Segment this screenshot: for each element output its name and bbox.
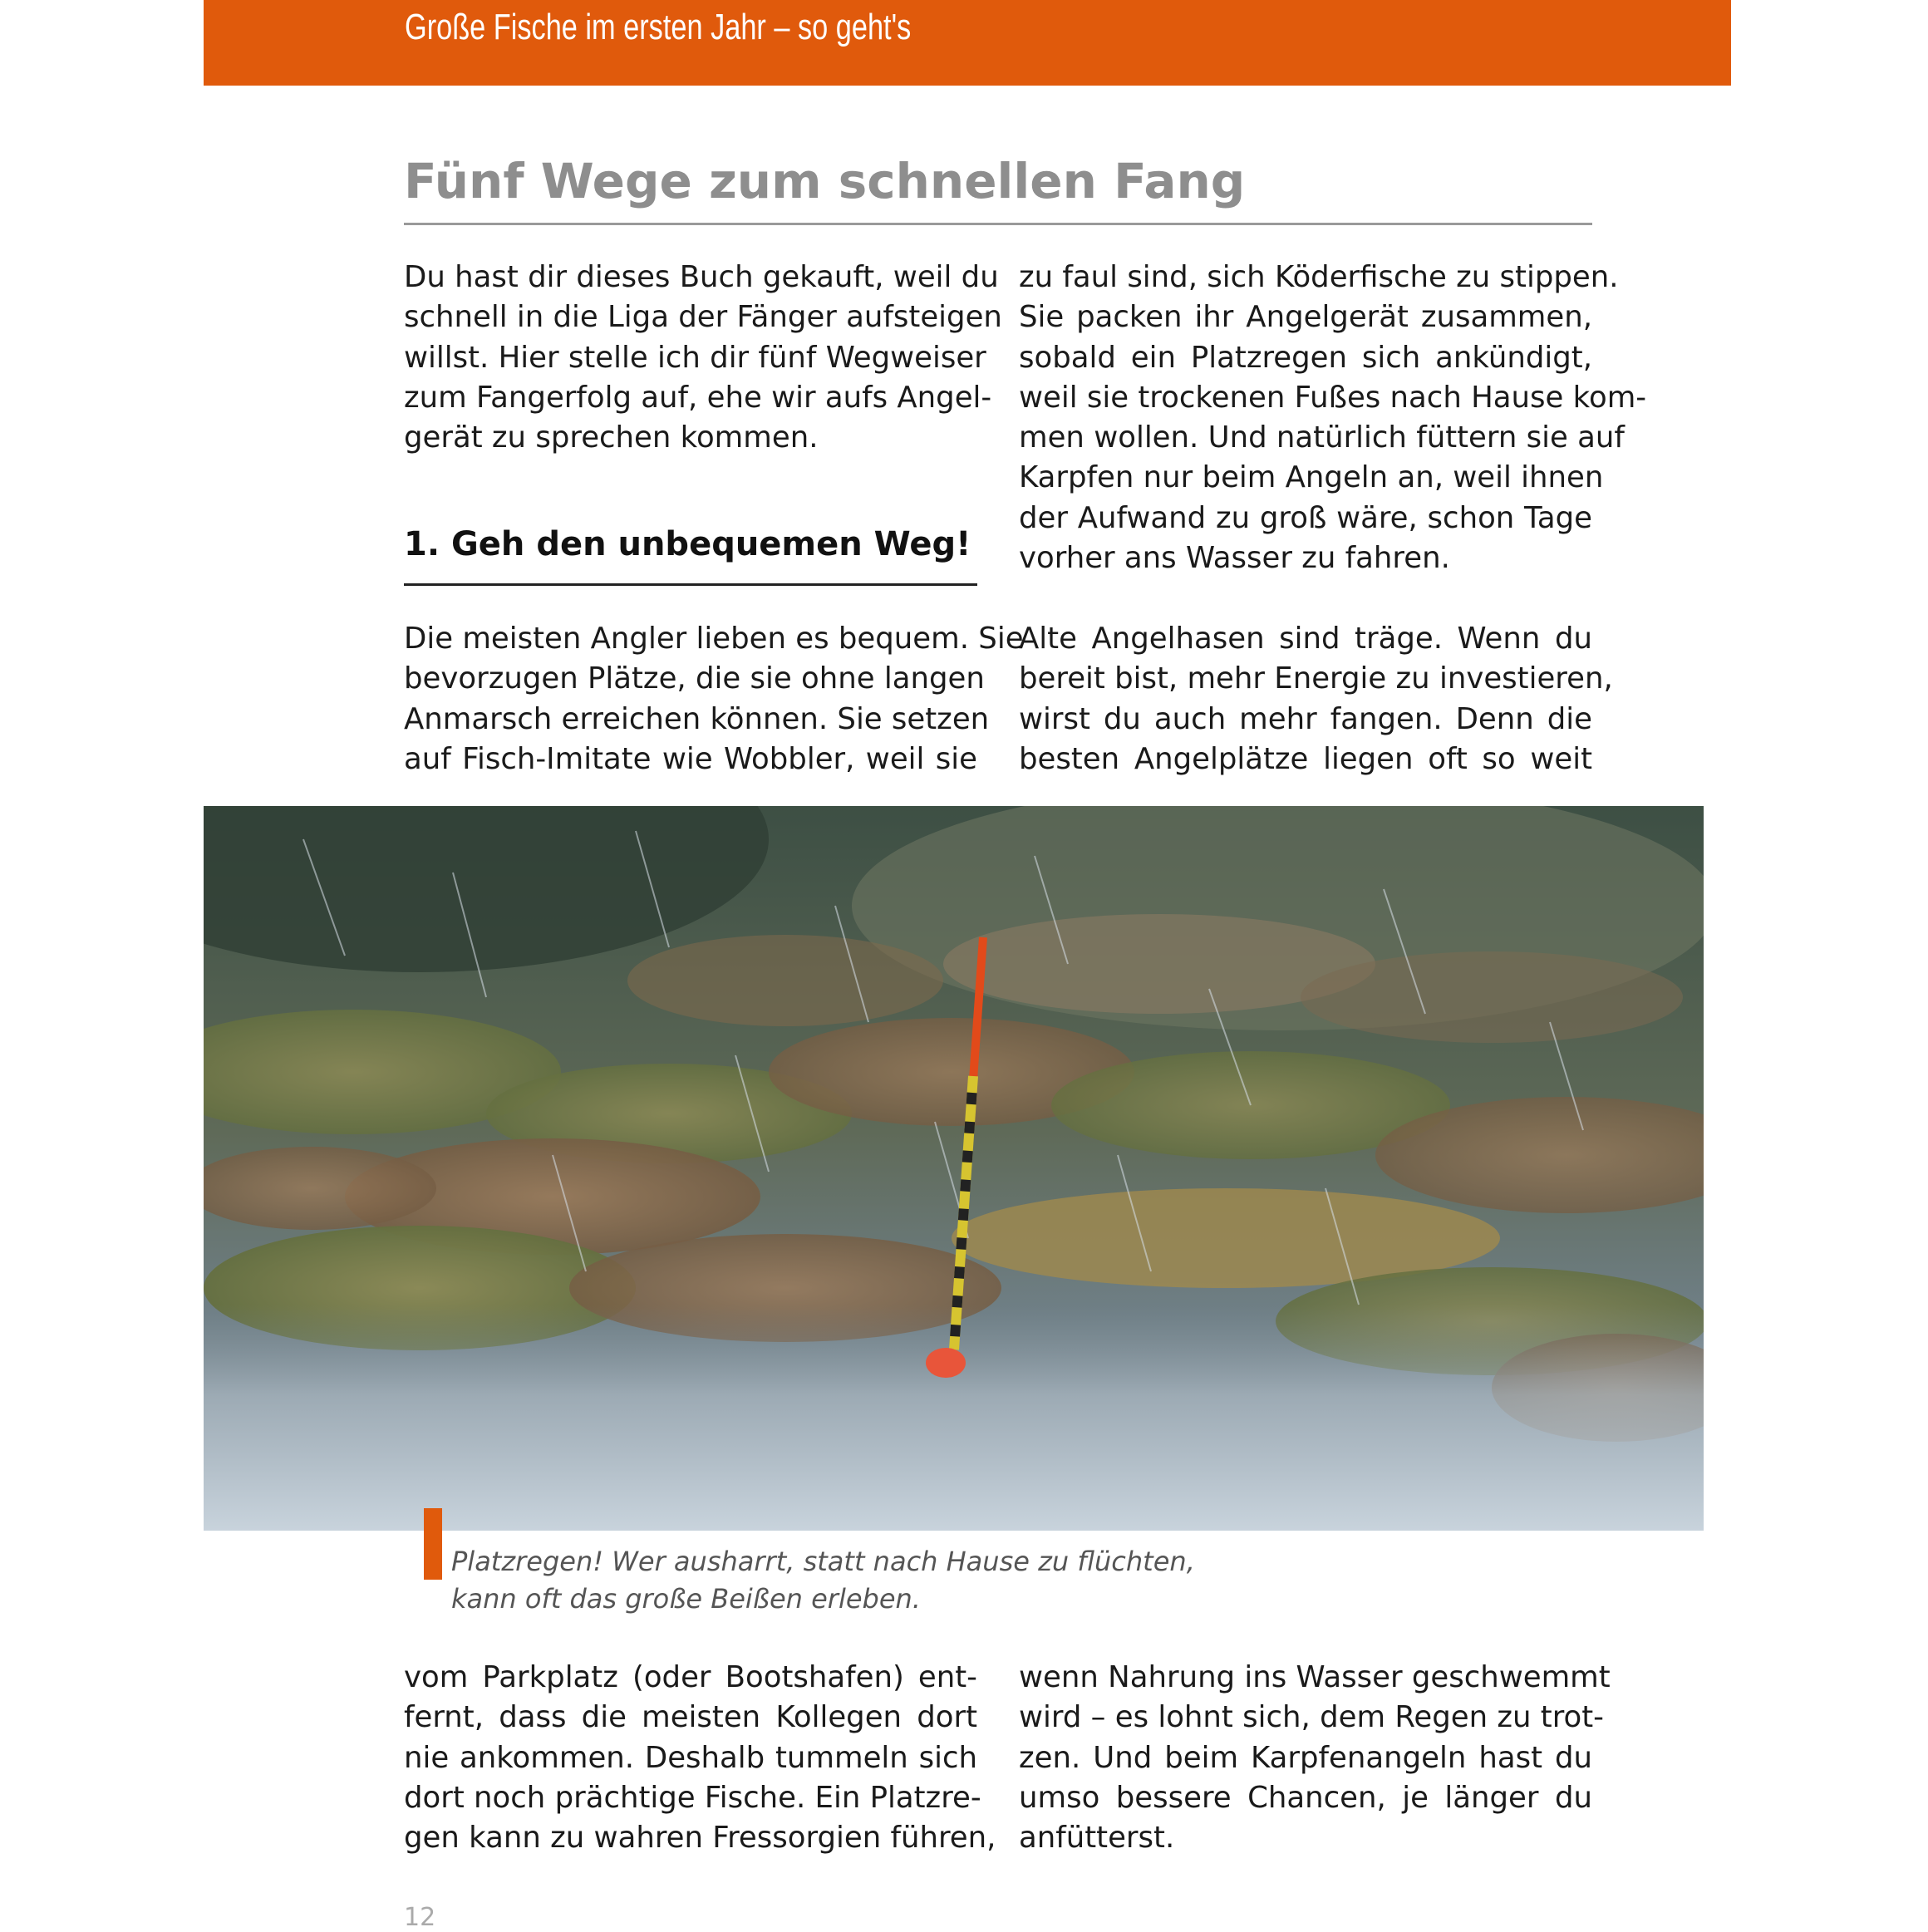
- text-line: besten Angelplätze liegen oft so weit: [1019, 741, 1592, 776]
- page-title: Fünf Wege zum schnellen Fang: [404, 153, 1246, 209]
- section-heading: 1. Geh den unbequemen Weg!: [404, 525, 971, 563]
- text-line: wenn Nahrung ins Wasser geschwemmt: [1019, 1660, 1611, 1694]
- text-line: Du hast dir dieses Buch gekauft, weil du: [404, 260, 999, 294]
- text-line: zu faul sind, sich Köderfische zu stippen.: [1019, 260, 1619, 294]
- right-column-paragraph-2: [1019, 619, 1613, 779]
- text-line: Sie packen ihr Angelgerät zusammen,: [1019, 300, 1592, 335]
- text-line: men wollen. Und natürlich füttern sie auf: [1019, 420, 1625, 455]
- photo-illustration: [204, 806, 1704, 1531]
- bottom-left-paragraph: [404, 1658, 996, 1858]
- text-line: auf Fisch-Imitate wie Wobbler, weil sie: [404, 741, 977, 776]
- text-line: zen. Und beim Karpfenangeln hast du: [1019, 1740, 1592, 1775]
- running-header-bar: [204, 0, 1731, 86]
- text-line: gen kann zu wahren Fressorgien führen,: [404, 1821, 996, 1856]
- text-line: dort noch prächtige Fische. Ein Platzre-: [404, 1780, 981, 1815]
- text-line: wirst du auch mehr fangen. Denn die: [1019, 701, 1592, 736]
- caption-accent-bar: [424, 1508, 442, 1580]
- text-line: Die meisten Angler lieben es bequem. Sie: [404, 622, 1024, 656]
- text-line: gerät zu sprechen kommen.: [404, 420, 819, 455]
- rain-pond-photo: [204, 806, 1704, 1531]
- left-column-paragraph: [404, 619, 1024, 779]
- text-line: umso bessere Chancen, je länger du: [1019, 1780, 1592, 1815]
- text-line: sobald ein Platzregen sich ankündigt,: [1019, 340, 1592, 375]
- text-line: weil sie trockenen Fußes nach Hause kom-: [1019, 380, 1647, 415]
- text-line: bereit bist, mehr Energie zu investieren,: [1019, 661, 1613, 696]
- title-divider: [404, 223, 1592, 225]
- caption-line: kann oft das große Beißen erleben.: [451, 1583, 921, 1615]
- page-number: 12: [404, 1903, 436, 1932]
- photo-caption: [451, 1543, 1282, 1618]
- text-line: vorher ans Wasser zu fahren.: [1019, 541, 1450, 576]
- intro-paragraph: [404, 258, 1002, 458]
- text-line: der Aufwand zu groß wäre, schon Tage: [1019, 500, 1592, 535]
- text-line: Karpfen nur beim Angeln an, weil ihnen: [1019, 460, 1604, 495]
- text-line: willst. Hier stelle ich dir fünf Wegweiser: [404, 340, 986, 375]
- text-line: fernt, dass die meisten Kollegen dort: [404, 1700, 977, 1735]
- caption-line: Platzregen! Wer ausharrt, statt nach Hause zu flüchten,: [451, 1546, 1195, 1577]
- text-line: zum Fangerfolg auf, ehe wir aufs Angel-: [404, 380, 992, 415]
- text-line: nie ankommen. Deshalb tummeln sich: [404, 1740, 977, 1775]
- bottom-right-paragraph: [1019, 1658, 1611, 1858]
- running-header-title: Große Fische im ersten Jahr – so geht's: [405, 7, 912, 47]
- text-line: bevorzugen Plätze, die sie ohne langen: [404, 661, 985, 696]
- text-line: Anmarsch erreichen können. Sie setzen: [404, 701, 990, 736]
- text-line: anfütterst.: [1019, 1821, 1175, 1856]
- text-line: vom Parkplatz (oder Bootshafen) ent-: [404, 1660, 977, 1694]
- text-line: Alte Angelhasen sind träge. Wenn du: [1019, 622, 1592, 656]
- text-line: schnell in die Liga der Fänger aufsteigen: [404, 300, 1002, 335]
- right-column-paragraph-1: [1019, 258, 1647, 578]
- section-divider: [404, 583, 977, 586]
- text-line: wird – es lohnt sich, dem Regen zu trot-: [1019, 1700, 1604, 1735]
